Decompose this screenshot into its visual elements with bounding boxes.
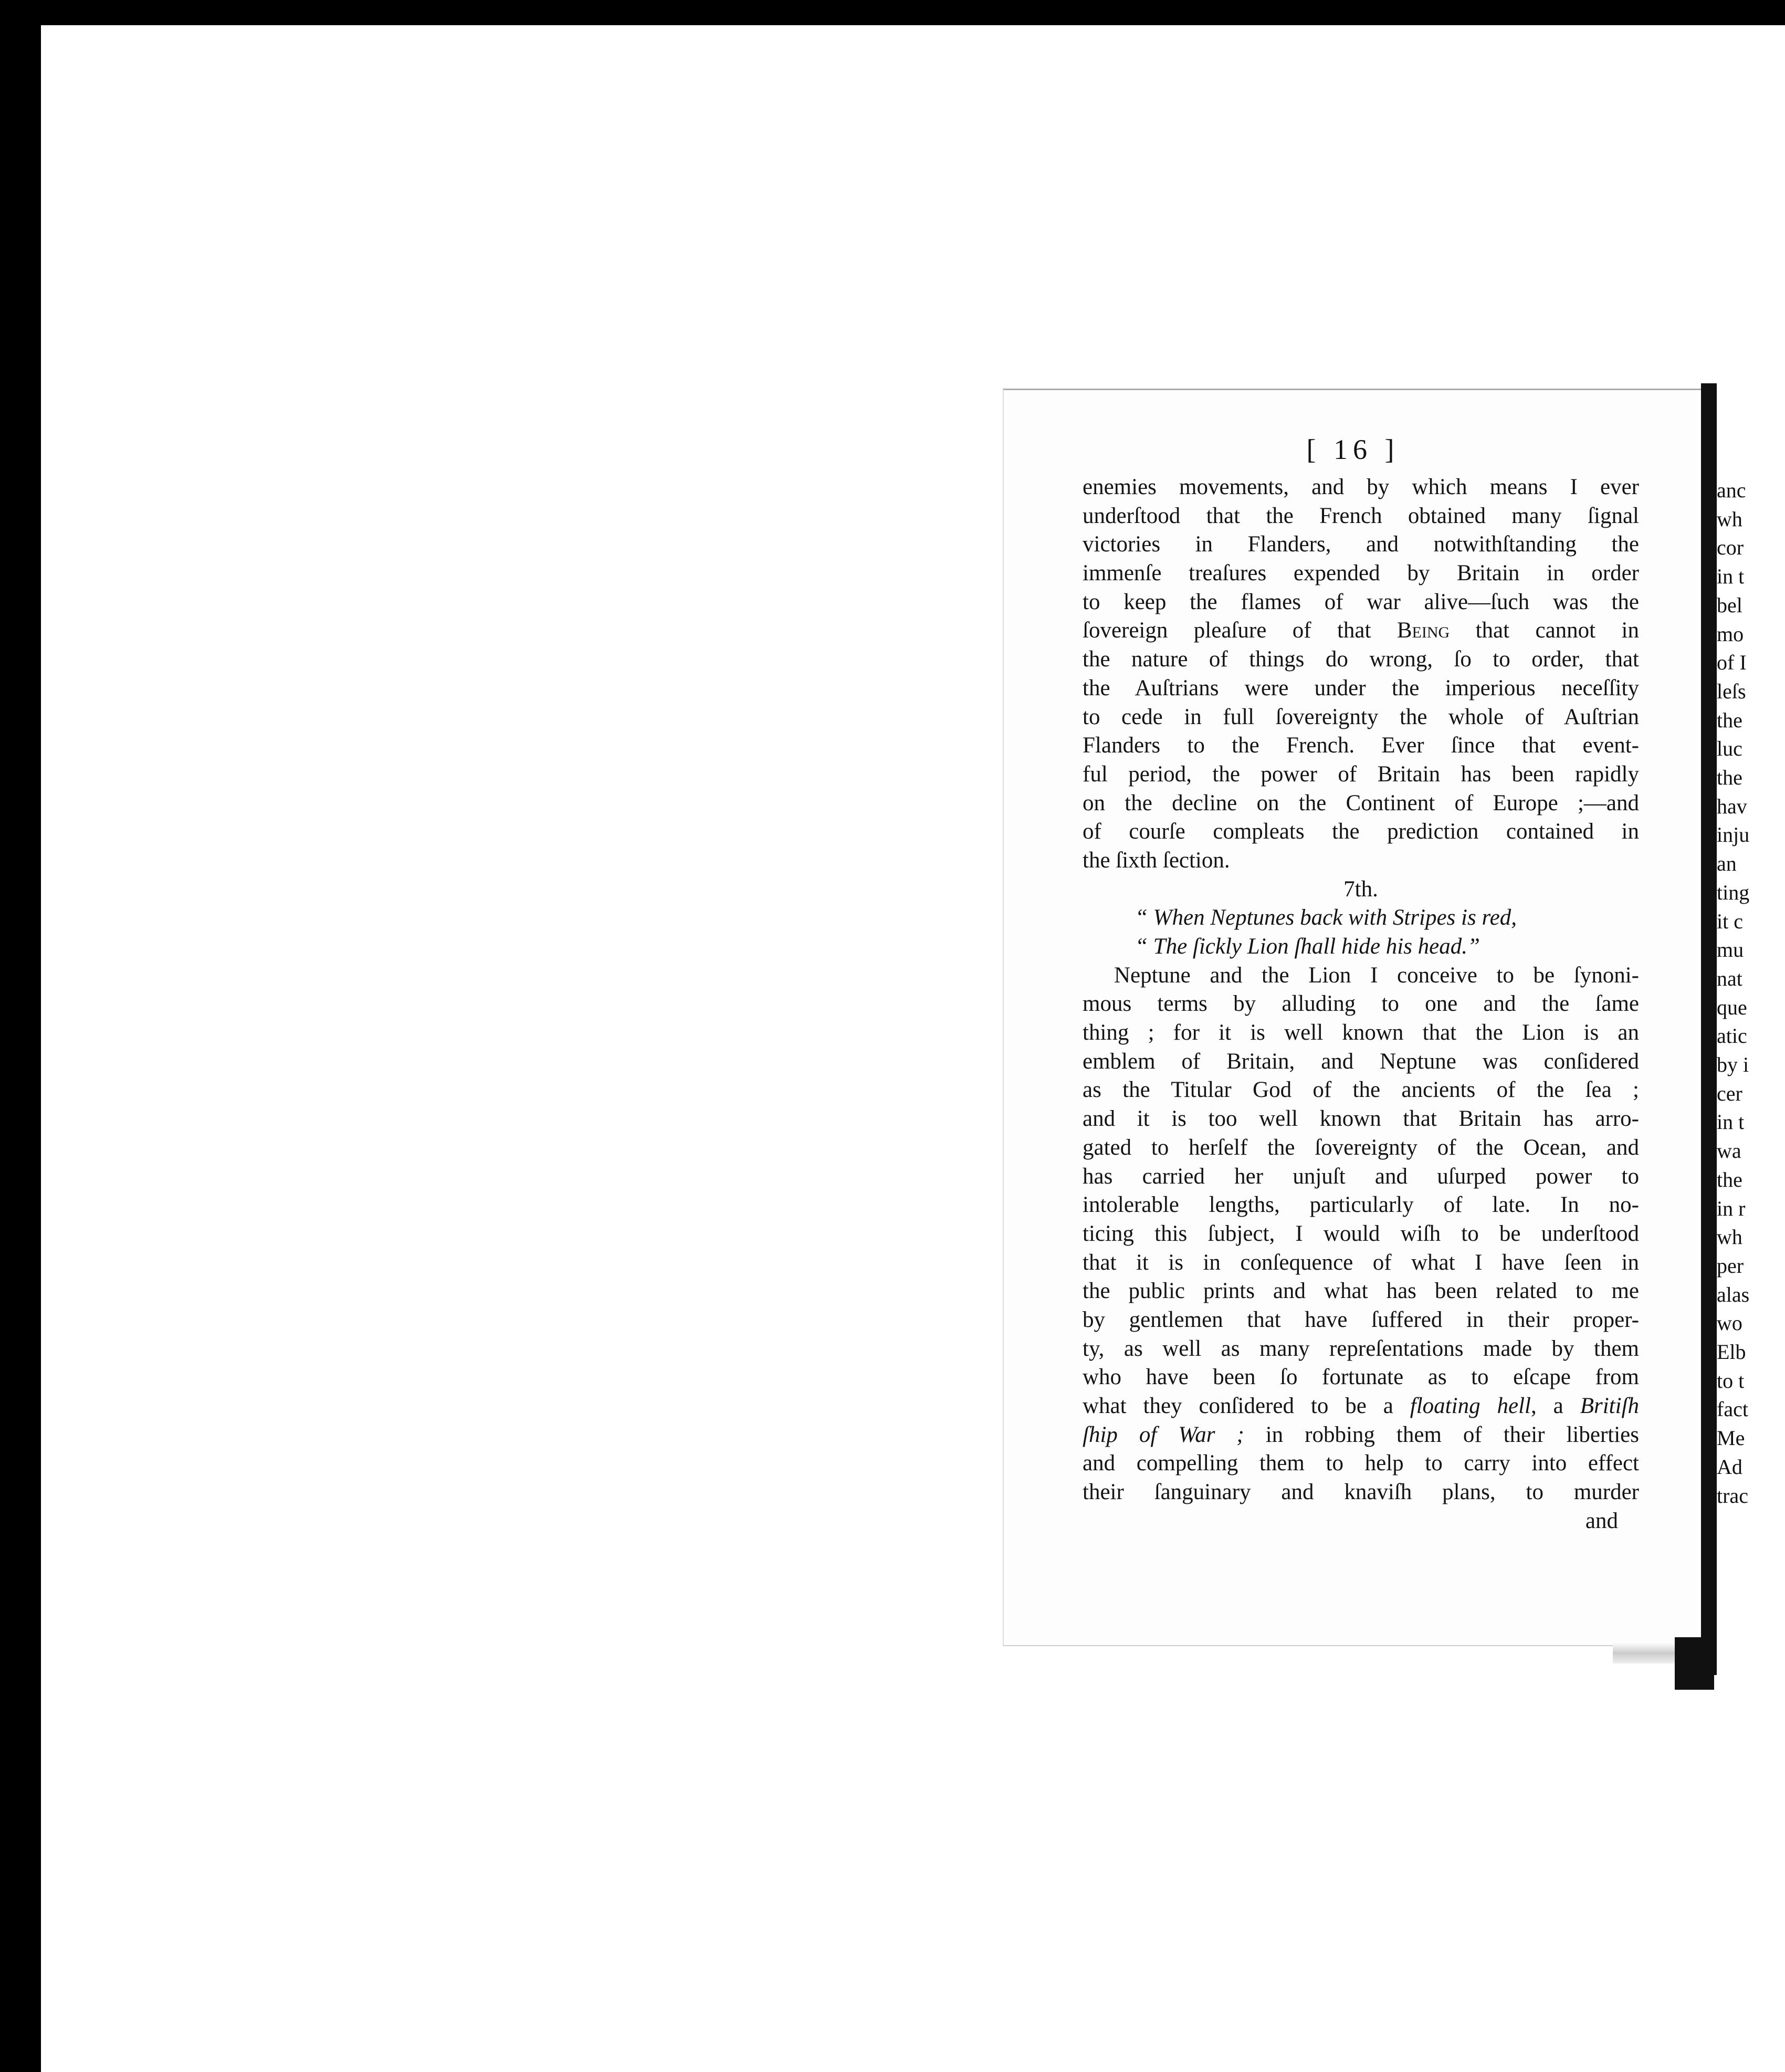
facing-page-text-fragment: wo [1717,1311,1742,1335]
text-line: intolerable lengths, particularly of late. In no- [1083,1192,1639,1218]
facing-page-text-fragment: cer [1717,1081,1742,1105]
facing-page-text-fragment: wa [1717,1139,1741,1163]
text-line: the nature of things do wrong, ſo to order, that [1083,647,1639,672]
verse-line: “ The ſickly Lion ſhall hide his head.” [1135,934,1480,959]
text-fragment: in robbing them of their liberties [1244,1422,1639,1447]
text-line: ful period, the power of Britain has been rapidly [1083,761,1639,787]
page-edge-shadow [1613,1642,1676,1663]
text-fragment: , a [1530,1394,1580,1418]
facing-page-text-fragment: the [1717,1167,1742,1191]
facing-page-text-fragment: the [1717,708,1742,732]
facing-page-text-fragment: an [1717,852,1737,876]
facing-page-text-fragment: to t [1717,1368,1745,1393]
text-line: ticing this ſubject, I would wiſh to be underſtood [1083,1221,1639,1246]
facing-page-text-fragment: que [1717,995,1747,1019]
text-line [1083,616,1639,645]
catchword: and [1585,1508,1618,1533]
text-line: the ſixth ſection. [1083,847,1230,873]
text-line: of courſe compleats the prediction contained in [1083,819,1639,844]
text-line: the Auſtrians were under the imperious neceſſity [1083,675,1639,700]
british-italic: Britiſh [1580,1394,1639,1418]
facing-page-text-fragment: atic [1717,1024,1747,1048]
text-line: the public prints and what has been related to me [1083,1279,1639,1304]
facing-page-text-fragment: inju [1717,823,1750,847]
text-line: enemies movements, and by which means I ever [1083,475,1639,499]
facing-page-text-fragment: by i [1717,1053,1749,1076]
text-fragment: that cannot in [1450,618,1640,643]
facing-page-text-fragment: anc [1717,478,1746,502]
facing-page-text-fragment: luc [1717,737,1742,761]
facing-page-text-fragment: of I [1717,651,1747,675]
facing-page-text-fragment: wh [1717,507,1742,531]
text-line: has carried her unjuſt and uſurped power to [1083,1164,1639,1189]
facing-page-fragment [1717,391,1785,1641]
page-body-text [1083,473,1639,1535]
text-line: Flanders to the French. Ever ſince that event- [1083,733,1639,758]
facing-page-text-fragment: wh [1717,1225,1742,1249]
facing-page-text-fragment: in t [1717,564,1745,589]
binding-clip [1675,1637,1714,1690]
facing-page-text-fragment: nat [1717,966,1742,990]
text-line: victories in Flanders, and notwithſtanding the [1083,532,1639,557]
page-header: [ 16 ] [1306,434,1400,465]
text-line: that it is in conſequence of what I have ſeen in [1083,1250,1639,1275]
facing-page-text-fragment: bel [1717,593,1742,617]
text-line: ty, as well as many repreſentations made by them [1083,1336,1639,1361]
text-fragment: what they conſidered to be a [1083,1394,1410,1418]
facing-page-text-fragment: it c [1717,909,1743,933]
book-page-16 [1003,389,1702,1646]
text-line [1083,1421,1639,1450]
facing-page-text-fragment: mu [1717,938,1744,962]
text-line: and compelling them to help to carry into effect [1083,1451,1639,1476]
facing-page-text-fragment: mo [1717,622,1744,646]
facing-page-text-fragment: in r [1717,1196,1746,1220]
facing-page-text-fragment: cor [1717,536,1744,560]
text-line: immenſe treaſures expended by Britain in order [1083,561,1639,586]
facing-page-text-fragment: in t [1717,1110,1745,1134]
facing-page-text-fragment: leſs [1717,679,1746,703]
facing-page-text-fragment: alas [1717,1282,1750,1306]
text-line: to keep the flames of war alive—ſuch was the [1083,589,1639,614]
text-line: Neptune and the Lion I conceive to be ſynoni- [1114,962,1639,988]
facing-page-text-fragment: Elb [1717,1340,1746,1364]
text-line: mous terms by alluding to one and the ſame [1083,991,1639,1017]
text-line: and it is too well known that Britain has arro- [1083,1106,1639,1132]
facing-page-text-fragment: trac [1717,1483,1748,1508]
verse-line: “ When Neptunes back with Stripes is red, [1135,905,1517,930]
text-line: to cede in full ſovereignty the whole of Auſtrian [1083,704,1639,729]
text-fragment: ſovereign pleaſure of that [1083,618,1397,643]
text-line: their ſanguinary and knaviſh plans, to murder [1083,1480,1639,1505]
being-smallcaps: Being [1396,618,1450,643]
text-line [1083,1392,1639,1421]
text-line: gated to herſelf the ſovereignty of the Ocean, and [1083,1135,1639,1160]
text-line: as the Titular God of the ancients of the ſea ; [1083,1077,1639,1103]
facing-page-text-fragment: fact [1717,1397,1748,1421]
facing-page-text-fragment: Me [1717,1426,1745,1450]
facing-page-text-fragment: per [1717,1253,1744,1278]
section-heading: 7th. [1343,876,1378,902]
facing-page-text-fragment: the [1717,766,1742,789]
floating-hell-italic: floating hell [1410,1394,1531,1418]
text-line: underſtood that the French obtained many ſignal [1083,503,1639,528]
facing-page-text-fragment: ting [1717,880,1750,904]
book-gutter [1701,383,1717,1675]
text-line: emblem of Britain, and Neptune was conſidered [1083,1049,1639,1074]
text-line: who have been ſo fortunate as to eſcape from [1083,1365,1639,1390]
text-line: thing ; for it is well known that the Lion is an [1083,1020,1639,1045]
ship-of-war-italic: ſhip of War ; [1083,1422,1244,1447]
facing-page-text-fragment: Ad [1717,1454,1742,1479]
facing-page-text-fragment: hav [1717,794,1747,818]
text-line: by gentlemen that have ſuffered in their proper- [1083,1307,1639,1332]
text-line: on the decline on the Continent of Europe ;—and [1083,790,1639,815]
